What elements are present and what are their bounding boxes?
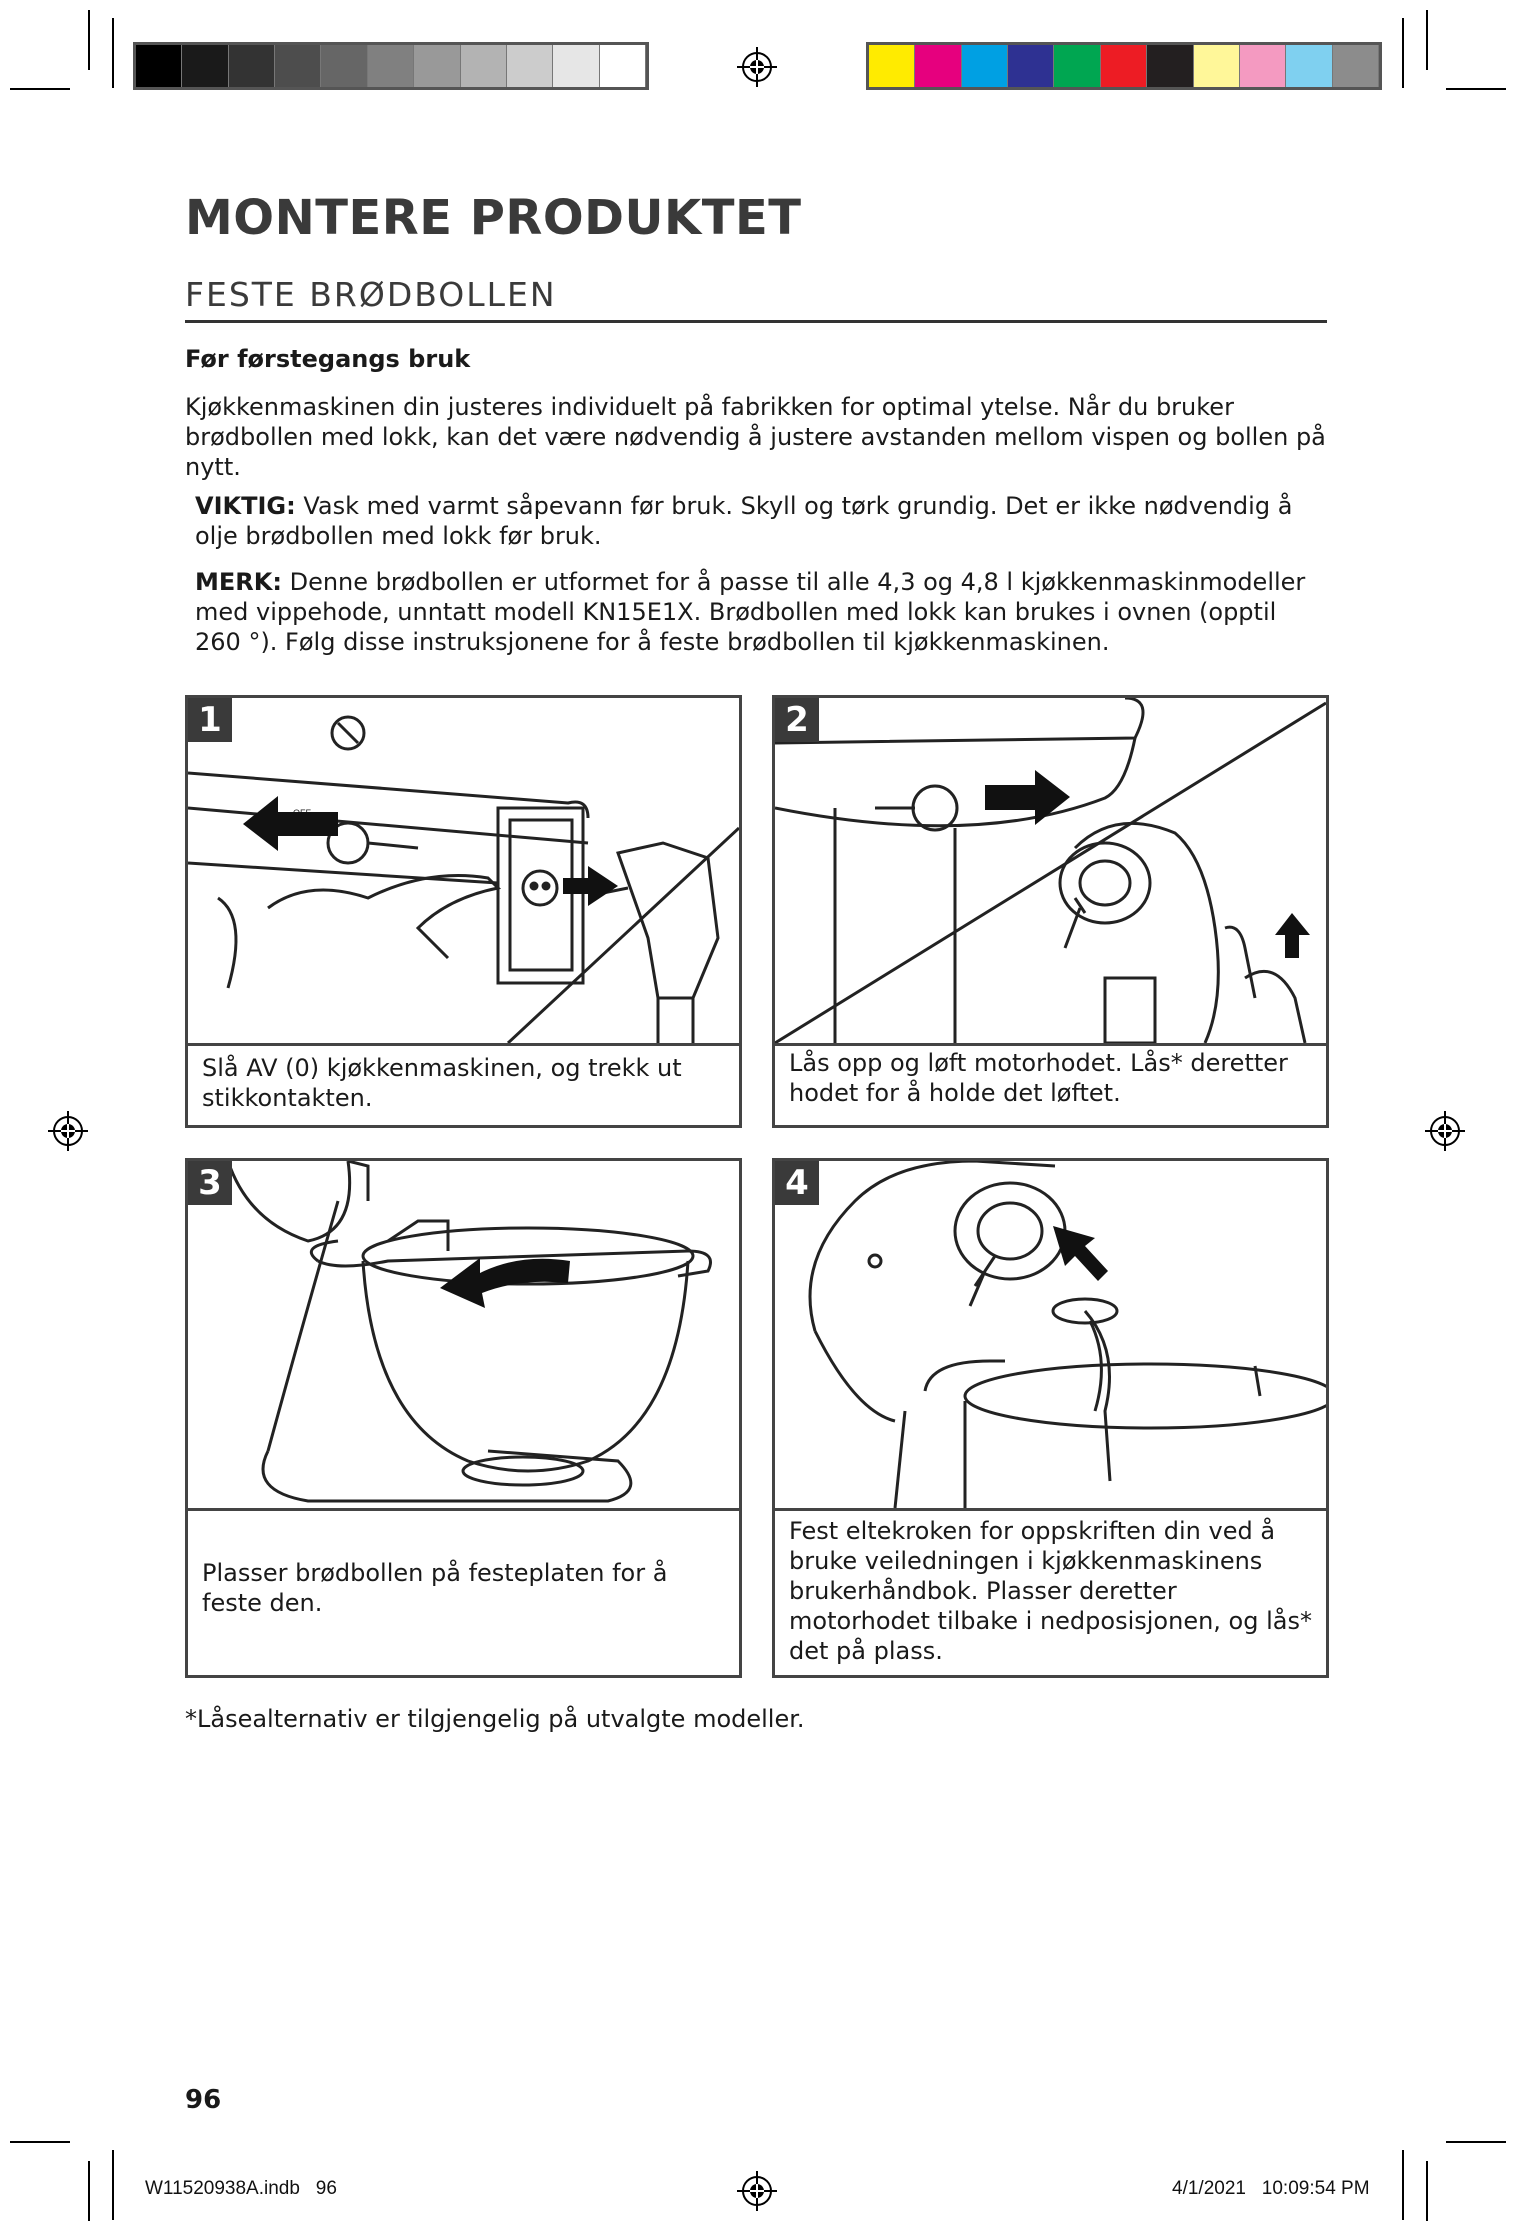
color-swatch [1147,45,1193,87]
gray-swatch [275,45,321,87]
gray-swatch [461,45,507,87]
color-calibration-bar [866,42,1382,90]
section-subtitle: FESTE BRØDBOLLEN [185,275,557,314]
gray-swatch [553,45,599,87]
arrow-left-icon [243,796,338,851]
gray-swatch [321,45,367,87]
registration-target-icon [1425,1111,1465,1151]
color-swatch [1333,45,1379,87]
note-text: Denne brødbollen er utformet for å passe til alle 4,3 og 4,8 l kjøkkenmaskinmodeller med vippehode, unntatt modell KN15E1X. Brødbollen med lokk kan brukes i ovnen (opptil 260 °). Følg disse instruksjonene for å feste brødbollen til kjøkkenmaskinen. [195,568,1306,656]
gray-swatch [507,45,553,87]
important-note [195,491,1335,551]
step-panel-4 [772,1158,1329,1678]
section-heading: Før førstegangs bruk [185,345,471,373]
color-swatch [1240,45,1286,87]
step-number: 4 [775,1161,819,1205]
gray-swatch [182,45,228,87]
page-number: 96 [185,2085,222,2115]
divider [185,320,1327,323]
registration-target-icon [48,1111,88,1151]
color-swatch [1101,45,1147,87]
intro-paragraph: Kjøkkenmaskinen din justeres individuelt på fabrikken for optimal ytelse. Når du bruker brødbollen med lokk, kan det være nødvendig å justere avstanden mellom vispen og bollen på nytt. [185,393,1326,481]
slug-date: 4/1/2021 10:09:54 PM [1172,2178,1370,2199]
color-swatch [1054,45,1100,87]
slug-file: W11520938A.indb 96 [145,2178,337,2199]
arrow-diagonal-icon [1053,1226,1108,1286]
page-title: MONTERE PRODUKTET [185,190,802,246]
step-panel-3 [185,1158,742,1678]
step-number: 2 [775,698,819,742]
color-swatch [1008,45,1054,87]
color-swatch [1286,45,1332,87]
gray-swatch [600,45,646,87]
step-3-illustration [188,1161,739,1511]
merk-note [195,567,1315,657]
gray-swatch [136,45,182,87]
grayscale-calibration-bar [133,42,649,90]
arrow-up-icon [1275,913,1310,958]
footnote: *Låsealternativ er tilgjengelig på utvalgte modeller. [185,1705,805,1733]
step-1-illustration [188,698,739,1046]
step-2-caption: Lås opp og løft motorhodet. Lås* deretter hodet for å holde det løftet. [789,1049,1288,1107]
color-swatch [915,45,961,87]
step-number: 3 [188,1161,232,1205]
gray-swatch [414,45,460,87]
step-3-caption: Plasser brødbollen på festeplaten for å feste den. [202,1559,668,1617]
important-label: VIKTIG: [195,492,296,520]
arrow-right-icon [563,866,618,906]
curved-arrow-left-icon [440,1243,570,1308]
registration-target-icon [737,2171,777,2211]
step-panel-1 [185,695,742,1128]
gray-swatch [368,45,414,87]
color-swatch [869,45,915,87]
step-number: 1 [188,698,232,742]
step-2-illustration [775,698,1326,1046]
step-4-caption: Fest eltekroken for oppskriften din ved å bruke veiledningen i kjøkkenmaskinens brukerhåndbok. Plasser deretter motorhodet tilbake i nedposisjonen, og lås* det på plass. [789,1517,1312,1665]
arrow-right-icon [985,770,1070,825]
note-label: MERK: [195,568,282,596]
step-panel-2 [772,695,1329,1128]
registration-target-icon [737,47,777,87]
color-swatch [1194,45,1240,87]
gray-swatch [229,45,275,87]
important-text: Vask med varmt såpevann før bruk. Skyll og tørk grundig. Det er ikke nødvendig å olje brødbollen med lokk før bruk. [195,492,1293,550]
step-4-illustration [775,1161,1326,1511]
step-1-caption: Slå AV (0) kjøkkenmaskinen, og trekk ut stikkontakten. [202,1054,682,1112]
color-swatch [962,45,1008,87]
